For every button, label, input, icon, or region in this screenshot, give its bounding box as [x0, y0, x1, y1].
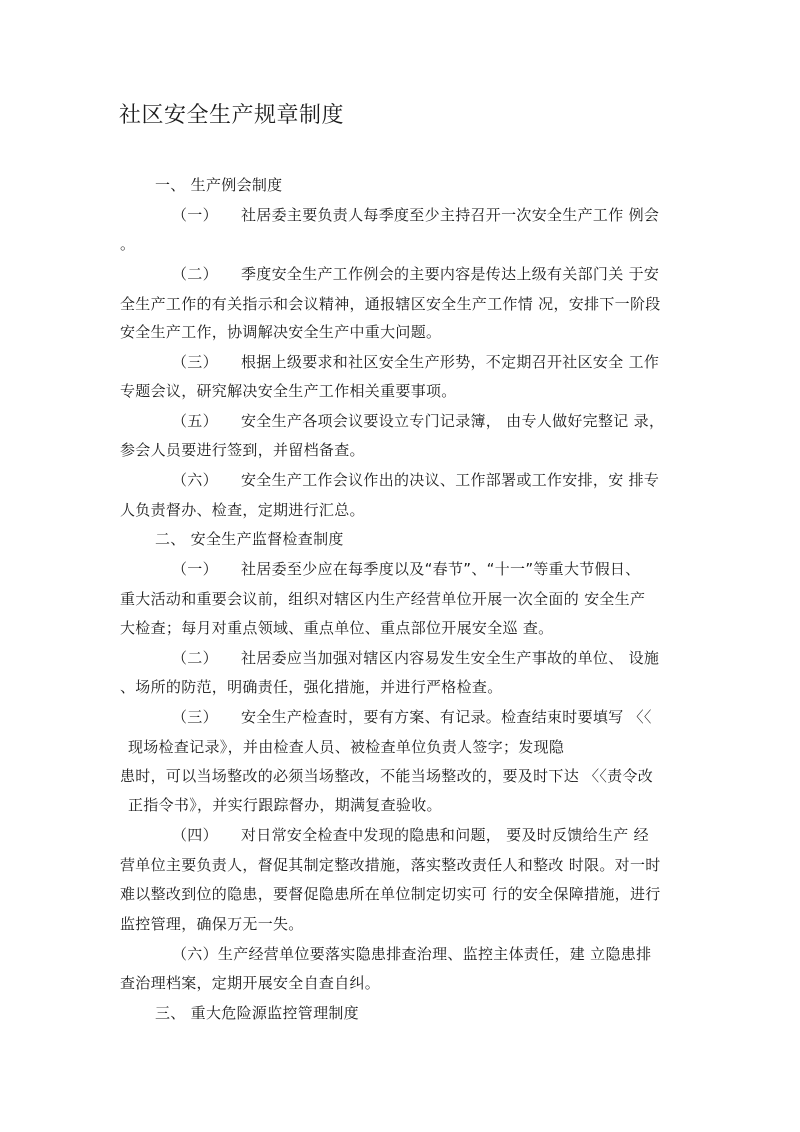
section-heading-2: 二、 安全生产监督检查制度 [155, 530, 344, 548]
document-title: 社区安全生产规章制度 [119, 103, 345, 128]
paragraph-line: （三） 根据上级要求和社区安全生产形势，不定期召开社区安全 工作 [172, 353, 660, 371]
paragraph-line: 大检查；每月对重点领域、重点单位、重点部位开展安全巡 查。 [120, 619, 554, 637]
paragraph-line: （五） 安全生产各项会议要设立专门记录簿， 由专人做好完整记 录， [172, 412, 665, 430]
paragraph-line: （一） 社居委主要负责人每季度至少主持召开一次安全生产工作 例会 [172, 206, 660, 224]
paragraph-line: 专题会议，研究解决安全生产工作相关重要事项。 [120, 382, 457, 400]
paragraph-line: 全生产工作的有关指示和会议精神，通报辖区安全生产工作情 况，安排下一阶段 [120, 295, 661, 313]
paragraph-line: 安全生产工作，协调解决安全生产中重大问题。 [120, 323, 442, 341]
section-heading-3: 三、 重大危险源监控管理制度 [155, 1004, 359, 1022]
paragraph-line: 营单位主要负责人，督促其制定整改措施，落实整改责任人和整改 时限。对一时 [120, 856, 661, 874]
section-heading-1: 一、 生产例会制度 [155, 176, 283, 194]
paragraph-line: （三） 安全生产检查时，要有方案、有记录。检查结束时要填写 〈〈 [172, 708, 652, 726]
paragraph-line: 难以整改到位的隐患，要督促隐患所在单位制定切实可 行的安全保障措施，进行 [120, 885, 661, 903]
paragraph-line: （六） 安全生产工作会议作出的决议、工作部署或工作安排，安 排专 [172, 471, 660, 489]
paragraph-line: （六）生产经营单位要落实隐患排查治理、监控主体责任，建 立隐患排 [172, 945, 652, 963]
paragraph-line: 查治理档案，定期开展安全自查自纠。 [120, 974, 381, 992]
paragraph-line: （二） 季度安全生产工作例会的主要内容是传达上级有关部门关 于安 [172, 265, 660, 283]
paragraph-line: （四） 对日常安全检查中发现的隐患和问题， 要及时反馈给生产 经 [172, 826, 649, 844]
paragraph-line: 患时，可以当场整改的必须当场整改，不能当场整改的，要及时下达 〈〈责令改 [120, 767, 654, 785]
paragraph-line: 现场检查记录》，并由检查人员、被检查单位负责人签字；发现隐 [128, 738, 565, 756]
paragraph-line: 。 [120, 235, 136, 253]
paragraph-line: 参会人员要进行签到，并留档备查。 [120, 441, 365, 459]
paragraph-line: （二） 社居委应当加强对辖区内容易发生安全生产事故的单位、 设施 [172, 649, 660, 667]
paragraph-line: 监控管理，确保万无一失。 [120, 915, 304, 933]
paragraph-line: 重大活动和重要会议前，组织对辖区内生产经营单位开展一次全面的 安全生产 [120, 590, 646, 608]
paragraph-line: 人负责督办、检查，定期进行汇总。 [120, 501, 365, 519]
paragraph-line: （一） 社居委至少应在每季度以及“春节”、“十一”等重大节假日、 [172, 560, 641, 578]
paragraph-line: 正指令书》，并实行跟踪督办，期满复查验收。 [128, 796, 442, 814]
paragraph-line: 、场所的防范，明确责任，强化措施，并进行严格检查。 [120, 678, 503, 696]
